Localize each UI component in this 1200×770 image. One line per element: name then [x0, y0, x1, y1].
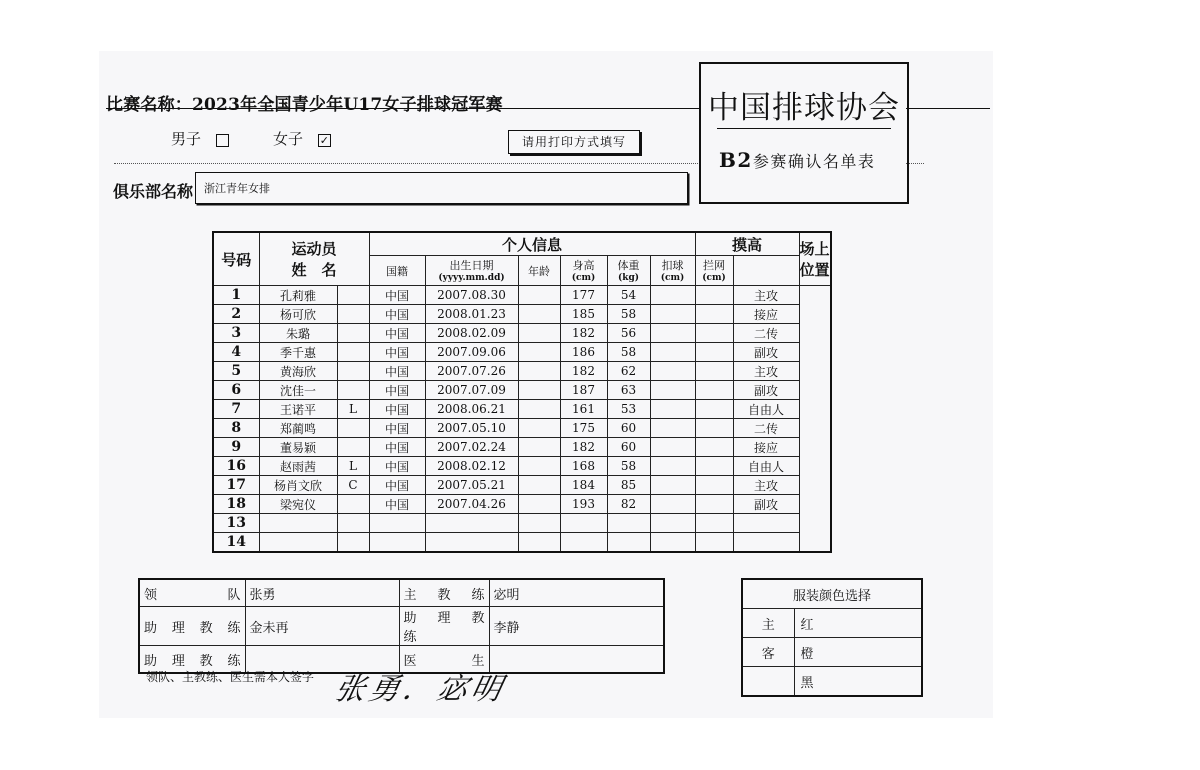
cell-role: [337, 381, 369, 400]
header-personal-info: 个人信息: [369, 232, 695, 256]
cell-position: 自由人: [733, 457, 799, 476]
cell-name: 杨肖文欣: [259, 476, 337, 495]
cell-name: [259, 533, 337, 553]
header-height: [560, 256, 607, 286]
cell-number: 13: [213, 514, 259, 533]
header-block-line1: 拦网: [703, 259, 725, 272]
cell-height: 182: [560, 438, 607, 457]
cell-position: [733, 533, 799, 553]
cell-block: [695, 286, 733, 305]
cell-birth-date: 2007.04.26: [425, 495, 518, 514]
cell-number: 9: [213, 438, 259, 457]
cell-height: 161: [560, 400, 607, 419]
cell-role: [337, 419, 369, 438]
signature-label: 领队、主教练、医生需本人签字: [146, 670, 315, 684]
table-row: [213, 457, 831, 476]
asst-coach3-label: 助 理 教 练: [139, 646, 245, 674]
club-value: 浙江青年女排: [204, 182, 270, 195]
uniform-away-color[interactable]: 橙: [794, 638, 922, 667]
cell-nationality: 中国: [369, 286, 425, 305]
cell-name: 沈佳一: [259, 381, 337, 400]
uniform-table: [741, 578, 923, 697]
cell-number: 7: [213, 400, 259, 419]
header-age: 年龄: [518, 256, 560, 286]
header-athlete-line1: 运动员: [291, 240, 337, 258]
cell-weight: 58: [607, 457, 650, 476]
asst-coach2-value[interactable]: 李静: [489, 607, 664, 646]
cell-weight: 82: [607, 495, 650, 514]
table-row: [213, 324, 831, 343]
asst-coach1-value[interactable]: 金未再: [245, 607, 399, 646]
leader-value[interactable]: 张勇: [245, 579, 399, 607]
cell-nationality: 中国: [369, 438, 425, 457]
cell-age: [518, 362, 560, 381]
header-spike-line2: (cm): [660, 273, 685, 283]
cell-spike: [650, 476, 695, 495]
cell-height: 193: [560, 495, 607, 514]
cell-birth-date: 2007.07.26: [425, 362, 518, 381]
cell-spike: [650, 438, 695, 457]
cell-height: 168: [560, 457, 607, 476]
cell-spike: [650, 381, 695, 400]
cell-birth-date: [425, 533, 518, 553]
header-position-line1: 场上: [799, 240, 830, 258]
cell-position: 自由人: [733, 400, 799, 419]
cell-height: 186: [560, 343, 607, 362]
header-block-line2: (cm): [702, 273, 726, 283]
cell-age: [518, 438, 560, 457]
cell-number: 8: [213, 419, 259, 438]
cell-weight: 60: [607, 419, 650, 438]
cell-age: [518, 533, 560, 553]
cell-birth-date: 2007.05.10: [425, 419, 518, 438]
cell-role: [337, 533, 369, 553]
header-height-line1: 身高: [572, 259, 595, 272]
cell-block: [695, 343, 733, 362]
uniform-third-label: [742, 667, 794, 697]
cell-spike: [650, 305, 695, 324]
cell-block: [695, 419, 733, 438]
uniform-away-label: 客: [742, 638, 794, 667]
asst-coach2-label: 助 理 教 练: [399, 607, 489, 646]
header-position: [799, 232, 831, 286]
female-label: 女子: [273, 130, 304, 148]
cell-number: 4: [213, 343, 259, 362]
competition-title: [106, 90, 503, 115]
cell-name: 孔莉雅: [259, 286, 337, 305]
form-title: [719, 148, 875, 172]
cell-spike: [650, 343, 695, 362]
cell-nationality: [369, 533, 425, 553]
table-row: [213, 419, 831, 438]
cell-nationality: 中国: [369, 305, 425, 324]
cell-height: 185: [560, 305, 607, 324]
header-weight-line2: (kg): [617, 273, 640, 283]
cell-birth-date: 2007.02.24: [425, 438, 518, 457]
roster-table: [212, 231, 832, 553]
club-label: 俱乐部名称: [113, 182, 194, 201]
cell-birth-date: 2008.02.09: [425, 324, 518, 343]
header-spike-line1: 扣球: [661, 259, 684, 272]
cell-weight: 56: [607, 324, 650, 343]
asst-coach1-label: 助 理 教 练: [139, 607, 245, 646]
cell-age: [518, 514, 560, 533]
form-title-text: 参赛确认名单表: [752, 152, 876, 171]
cell-spike: [650, 324, 695, 343]
cell-age: [518, 419, 560, 438]
table-row: [213, 343, 831, 362]
head-coach-label: 主 教 练: [399, 579, 489, 607]
cell-role: [337, 324, 369, 343]
cell-age: [518, 324, 560, 343]
check-icon: ✓: [319, 133, 329, 147]
cell-weight: 58: [607, 305, 650, 324]
dotted-divider: [114, 163, 698, 164]
cell-name: 朱璐: [259, 324, 337, 343]
male-checkbox[interactable]: [216, 134, 229, 147]
cell-position: 二传: [733, 419, 799, 438]
table-row: [213, 495, 831, 514]
cell-spike: [650, 400, 695, 419]
cell-weight: [607, 533, 650, 553]
cell-block: [695, 495, 733, 514]
cell-age: [518, 381, 560, 400]
association-rule: [717, 128, 891, 129]
cell-block: [695, 533, 733, 553]
cell-position: 主攻: [733, 286, 799, 305]
cell-block: [695, 457, 733, 476]
header-number: 号码: [213, 232, 259, 286]
cell-weight: 53: [607, 400, 650, 419]
header-birth-line2: (yyyy.mm.dd): [438, 273, 505, 283]
cell-age: [518, 457, 560, 476]
table-row: [213, 286, 831, 305]
cell-position: 副攻: [733, 381, 799, 400]
cell-position: 副攻: [733, 495, 799, 514]
doctor-label: 医 生: [399, 646, 489, 674]
header-weight: [607, 256, 650, 286]
cell-role: [337, 286, 369, 305]
gender-male: [171, 128, 229, 149]
cell-height: 182: [560, 324, 607, 343]
uniform-home-color[interactable]: 红: [794, 609, 922, 638]
cell-role: [337, 343, 369, 362]
cell-name: 黄海欣: [259, 362, 337, 381]
print-note: 请用打印方式填写: [508, 130, 640, 154]
gender-female: [273, 128, 331, 149]
cell-position: 接应: [733, 438, 799, 457]
cell-weight: 58: [607, 343, 650, 362]
cell-number: 3: [213, 324, 259, 343]
cell-birth-date: 2007.08.30: [425, 286, 518, 305]
cell-position: 接应: [733, 305, 799, 324]
uniform-title: 服装颜色选择: [742, 579, 922, 609]
header-athlete-line2: 姓 名: [291, 261, 337, 279]
cell-name: 季千惠: [259, 343, 337, 362]
header-birth-line1: 出生日期: [449, 259, 494, 272]
cell-position: 主攻: [733, 362, 799, 381]
table-row: [213, 514, 831, 533]
head-coach-value[interactable]: 宓明: [489, 579, 664, 607]
cell-number: 1: [213, 286, 259, 305]
cell-role: [337, 362, 369, 381]
cell-height: 182: [560, 362, 607, 381]
cell-birth-date: 2007.05.21: [425, 476, 518, 495]
cell-spike: [650, 362, 695, 381]
cell-number: 14: [213, 533, 259, 553]
cell-nationality: 中国: [369, 324, 425, 343]
table-row: [213, 305, 831, 324]
header-height-line2: (cm): [571, 273, 596, 283]
header-birth: [425, 256, 518, 286]
cell-number: 17: [213, 476, 259, 495]
cell-weight: 54: [607, 286, 650, 305]
cell-weight: [607, 514, 650, 533]
cell-birth-date: 2008.06.21: [425, 400, 518, 419]
cell-nationality: 中国: [369, 381, 425, 400]
form-code: B2: [719, 148, 753, 172]
cell-spike: [650, 514, 695, 533]
cell-birth-date: 2008.01.23: [425, 305, 518, 324]
cell-number: 5: [213, 362, 259, 381]
cell-height: 175: [560, 419, 607, 438]
cell-number: 6: [213, 381, 259, 400]
cell-name: 梁宛仪: [259, 495, 337, 514]
cell-block: [695, 438, 733, 457]
cell-age: [518, 476, 560, 495]
cell-block: [695, 362, 733, 381]
leader-label: 领 队: [139, 579, 245, 607]
header-spike: [650, 256, 695, 286]
cell-role: [337, 514, 369, 533]
uniform-third-color[interactable]: 黑: [794, 667, 922, 697]
cell-nationality: 中国: [369, 495, 425, 514]
cell-height: 184: [560, 476, 607, 495]
doctor-value[interactable]: [489, 646, 664, 674]
cell-role: C: [337, 476, 369, 495]
cell-weight: 63: [607, 381, 650, 400]
cell-height: [560, 533, 607, 553]
cell-nationality: 中国: [369, 400, 425, 419]
cell-age: [518, 343, 560, 362]
cell-birth-date: 2008.02.12: [425, 457, 518, 476]
table-row: [213, 381, 831, 400]
cell-block: [695, 400, 733, 419]
cell-block: [695, 381, 733, 400]
cell-block: [695, 305, 733, 324]
cell-age: [518, 305, 560, 324]
cell-block: [695, 514, 733, 533]
signature: 张勇．宓明: [331, 672, 509, 707]
header-athlete: [259, 232, 369, 286]
cell-nationality: 中国: [369, 476, 425, 495]
cell-spike: [650, 533, 695, 553]
table-row: [213, 362, 831, 381]
cell-height: 177: [560, 286, 607, 305]
title-underline-right: [906, 108, 990, 109]
cell-birth-date: 2007.07.09: [425, 381, 518, 400]
cell-spike: [650, 495, 695, 514]
cell-birth-date: [425, 514, 518, 533]
cell-position: [733, 514, 799, 533]
staff-table: [138, 578, 665, 674]
cell-spike: [650, 419, 695, 438]
cell-role: L: [337, 457, 369, 476]
cell-age: [518, 286, 560, 305]
cell-role: [337, 305, 369, 324]
female-checkbox[interactable]: [318, 134, 331, 147]
competition-label: 比赛名称：: [106, 95, 192, 115]
cell-number: 2: [213, 305, 259, 324]
roster-body: [213, 286, 831, 553]
uniform-home-label: 主: [742, 609, 794, 638]
header-position-line2: 位置: [799, 261, 830, 279]
cell-nationality: 中国: [369, 419, 425, 438]
cell-age: [518, 400, 560, 419]
cell-nationality: [369, 514, 425, 533]
cell-height: [560, 514, 607, 533]
cell-name: [259, 514, 337, 533]
cell-nationality: 中国: [369, 362, 425, 381]
cell-position: 主攻: [733, 476, 799, 495]
cell-role: [337, 438, 369, 457]
club-field[interactable]: [195, 172, 688, 204]
competition-name: 2023年全国青少年U17女子排球冠军赛: [192, 95, 503, 115]
header-weight-line1: 体重: [617, 259, 640, 272]
cell-nationality: 中国: [369, 457, 425, 476]
cell-number: 16: [213, 457, 259, 476]
cell-birth-date: 2007.09.06: [425, 343, 518, 362]
cell-block: [695, 476, 733, 495]
cell-role: L: [337, 400, 369, 419]
cell-name: 郑蔺鸣: [259, 419, 337, 438]
cell-name: 王诺平: [259, 400, 337, 419]
title-underline: [106, 108, 700, 109]
cell-name: 杨可欣: [259, 305, 337, 324]
table-row: [213, 400, 831, 419]
table-row: [213, 438, 831, 457]
cell-position: 副攻: [733, 343, 799, 362]
association-name: 中国排球协会: [708, 90, 900, 126]
header-nationality: 国籍: [369, 256, 425, 286]
cell-position: 二传: [733, 324, 799, 343]
male-label: 男子: [171, 130, 202, 148]
header-reach: 摸高: [695, 232, 799, 256]
cell-weight: 60: [607, 438, 650, 457]
table-row: [213, 533, 831, 553]
cell-number: 18: [213, 495, 259, 514]
cell-nationality: 中国: [369, 343, 425, 362]
cell-weight: 85: [607, 476, 650, 495]
cell-role: [337, 495, 369, 514]
cell-block: [695, 324, 733, 343]
cell-weight: 62: [607, 362, 650, 381]
table-row: [213, 476, 831, 495]
association-box: [699, 62, 909, 204]
cell-name: 赵雨茜: [259, 457, 337, 476]
header-block: [695, 256, 733, 286]
cell-age: [518, 495, 560, 514]
cell-spike: [650, 286, 695, 305]
cell-spike: [650, 457, 695, 476]
cell-name: 董易颖: [259, 438, 337, 457]
cell-height: 187: [560, 381, 607, 400]
